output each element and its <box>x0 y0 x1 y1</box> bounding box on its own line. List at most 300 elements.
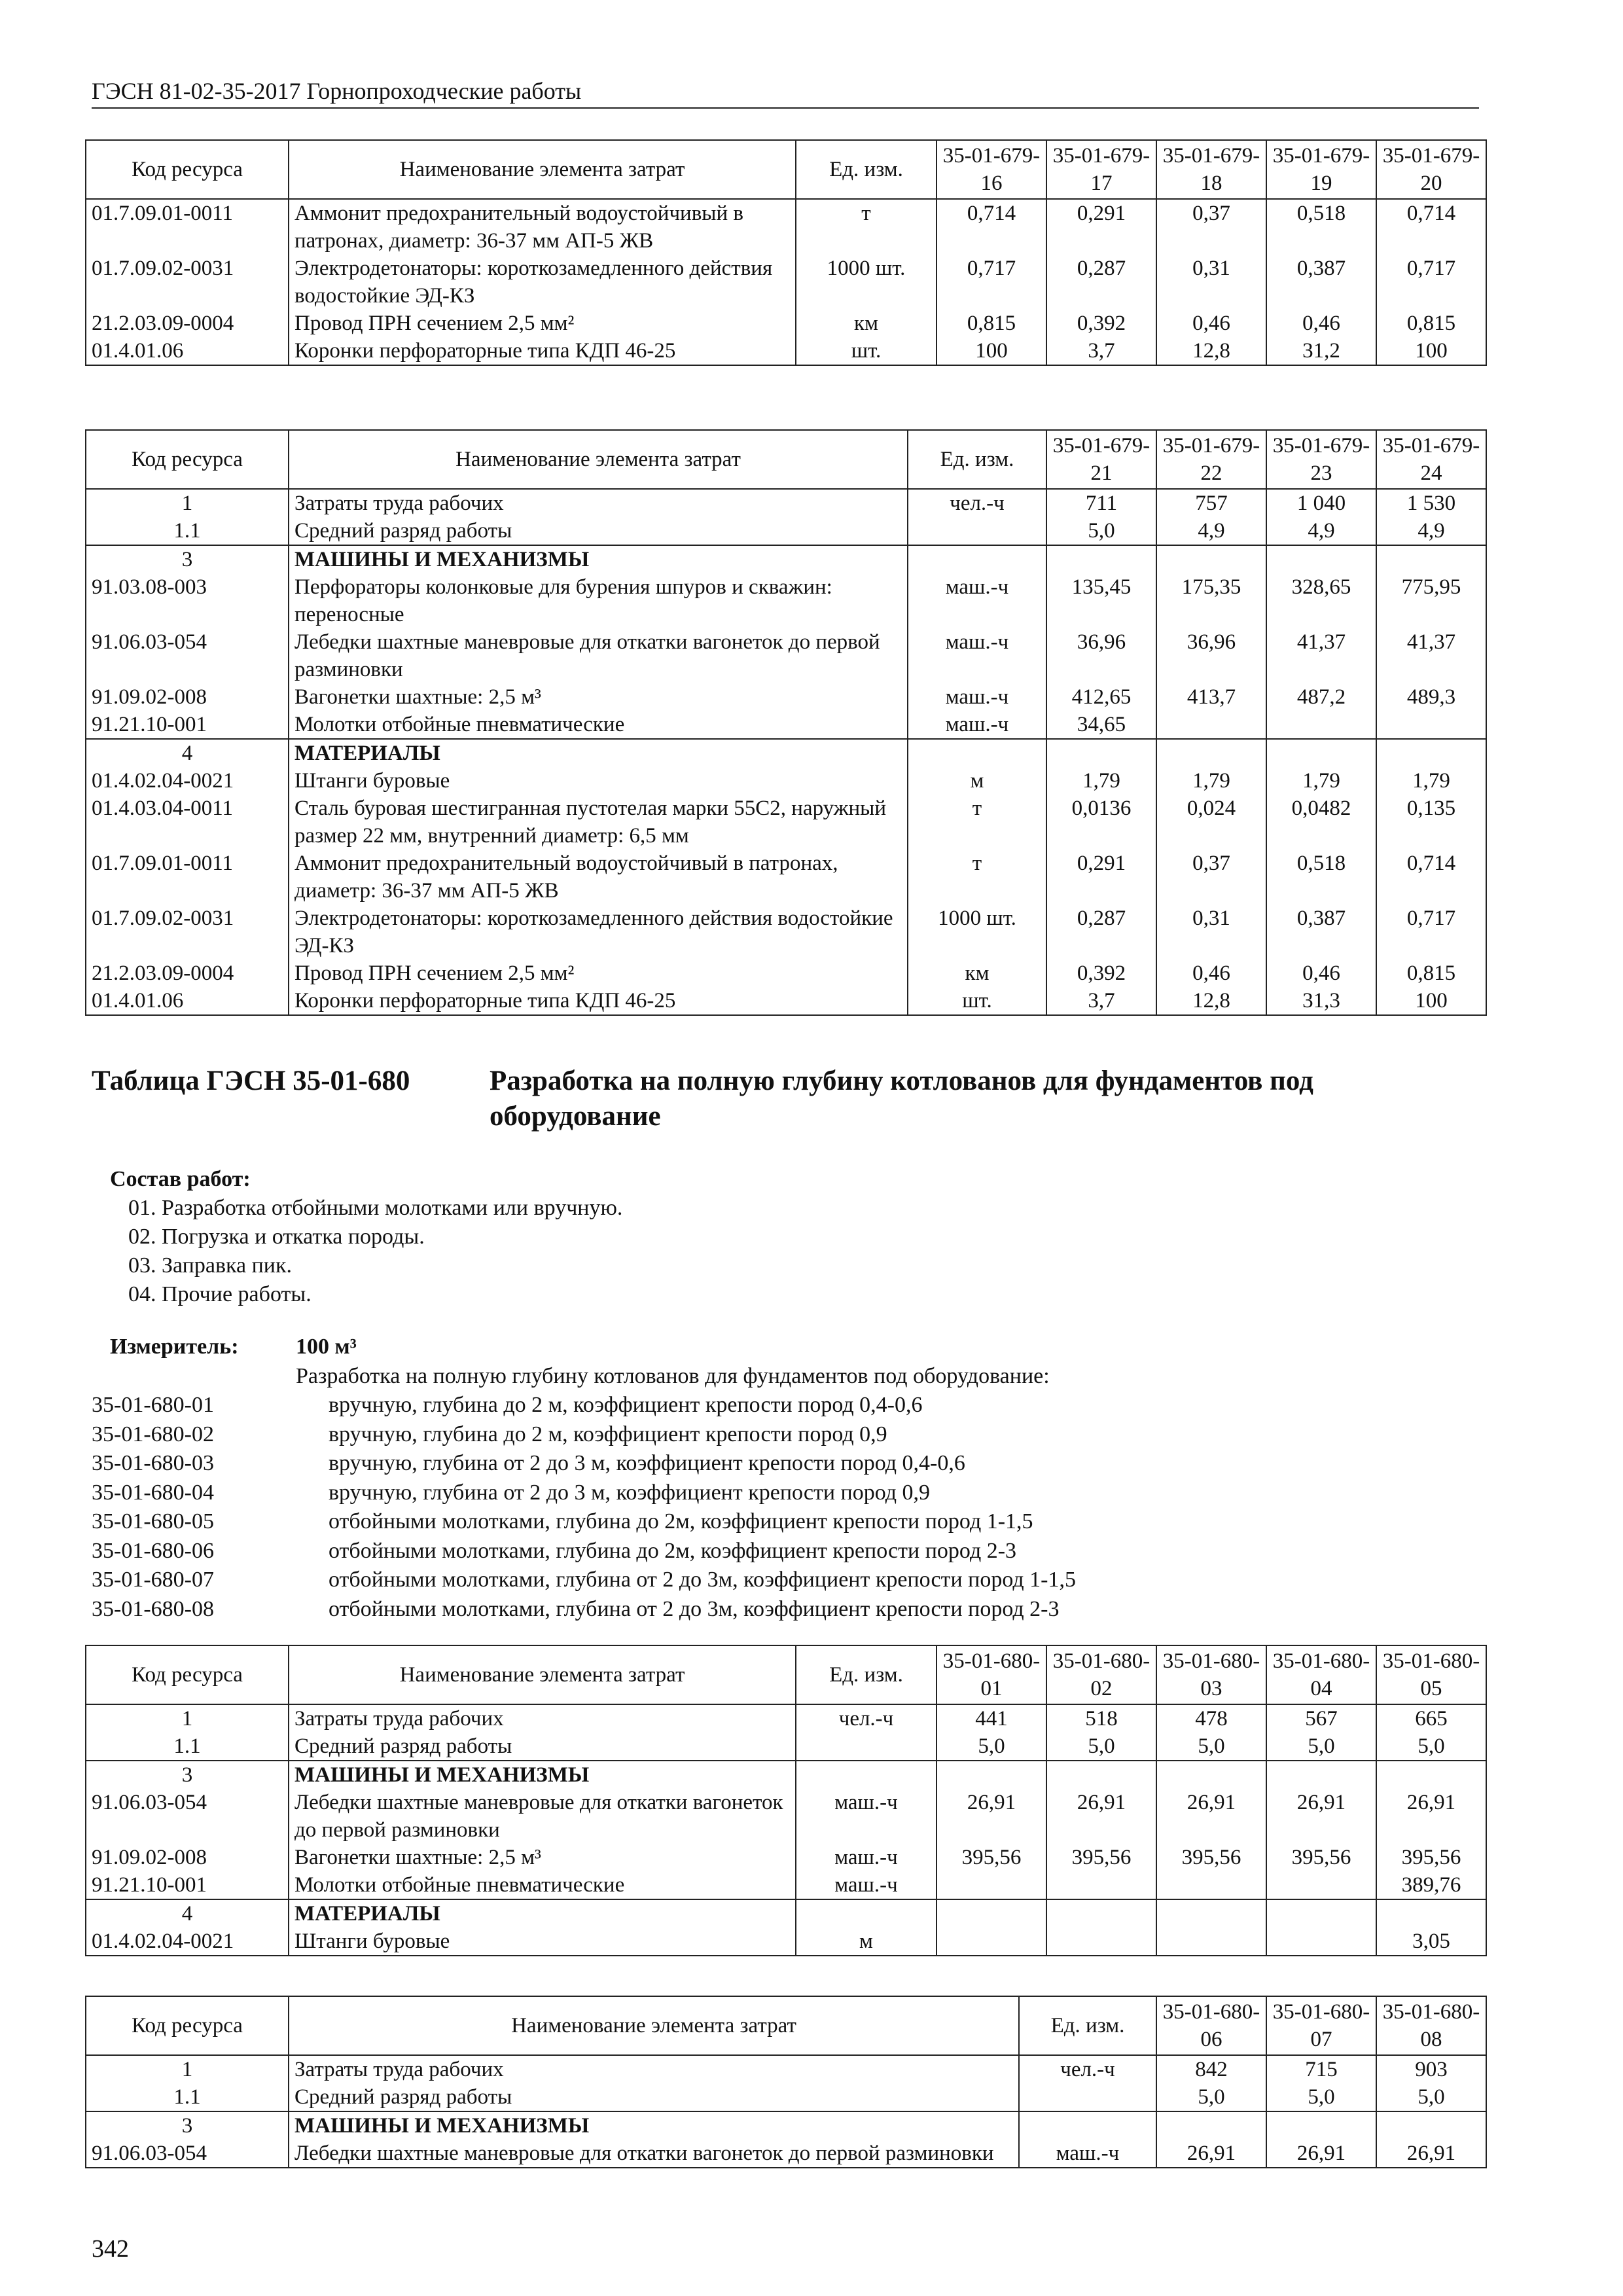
measure-label: Измеритель: <box>110 1335 239 1359</box>
norm-value: 26,91 <box>1266 2140 1376 2168</box>
norm-value: 41,37 <box>1376 628 1486 683</box>
norm-value <box>1376 1899 1486 1928</box>
column-header: Наименование элемента затрат <box>289 1996 1019 2055</box>
column-header: Код ресурса <box>86 1996 289 2055</box>
norm-code-header: 35-01-679-24 <box>1376 430 1486 489</box>
norm-value <box>1376 739 1486 767</box>
table-row <box>86 1789 1486 1844</box>
column-header: Наименование элемента затрат <box>289 140 796 199</box>
norm-code-header: 35-01-680-07 <box>1266 1996 1376 2055</box>
measure-item <box>92 1391 1479 1420</box>
cost-element-name: Электродетонаторы: короткозамедленного действия водостойкие ЭД-КЗ <box>289 905 908 960</box>
norm-code-header: 35-01-679-16 <box>936 140 1046 199</box>
cost-element-name: Электродетонаторы: короткозамедленного действия водостойкие ЭД-КЗ <box>289 255 796 310</box>
norm-value: 3,05 <box>1376 1928 1486 1956</box>
norm-value: 5,0 <box>1156 1732 1266 1761</box>
resource-code: 91.06.03-054 <box>86 2140 289 2168</box>
norm-value: 395,56 <box>1266 1844 1376 1871</box>
norm-description: отбойными молотками, глубина от 2 до 3м, коэффициент крепости пород 2-3 <box>329 1596 1060 1621</box>
column-header: Ед. изм. <box>796 140 936 199</box>
norm-value: 903 <box>1376 2055 1486 2083</box>
cost-element-name: Аммонит предохранительный водоустойчивый в патронах, диаметр: 36-37 мм АП-5 ЖВ <box>289 850 908 905</box>
norm-value: 395,56 <box>936 1844 1046 1871</box>
norm-value: 0,717 <box>1376 905 1486 960</box>
resource-code: 01.7.09.01-0011 <box>86 850 289 905</box>
norm-value: 711 <box>1046 489 1156 517</box>
cost-element-name: Штанги буровые <box>289 1928 796 1956</box>
cost-element-name: МАТЕРИАЛЫ <box>289 1899 796 1928</box>
cost-element-name: Сталь буровая шестигранная пустотелая марки 55С2, наружный размер 22 мм, внутренний диаметр: 6,5 мм <box>289 795 908 850</box>
norm-value: 0,815 <box>1376 310 1486 337</box>
resource-table-679-16-20 <box>85 139 1487 366</box>
work-operation-item: 02. Погрузка и откатка породы. <box>128 1225 425 1249</box>
resource-code: 4 <box>86 1899 289 1928</box>
norm-value: 100 <box>1376 337 1486 365</box>
norm-value: 5,0 <box>1376 2083 1486 2111</box>
norm-value: 26,91 <box>1376 1789 1486 1844</box>
unit-of-measure: км <box>908 960 1046 987</box>
norm-value <box>1156 1899 1266 1928</box>
table-row <box>86 1899 1486 1928</box>
unit-of-measure: маш.-ч <box>908 628 1046 683</box>
table-row <box>86 850 1486 905</box>
resource-code: 1 <box>86 2055 289 2083</box>
norm-value: 0,717 <box>1376 255 1486 310</box>
cost-element-name: Коронки перфораторные типа КДП 46-25 <box>289 337 796 365</box>
unit-of-measure: 1000 шт. <box>908 905 1046 960</box>
norm-value: 0,717 <box>936 255 1046 310</box>
unit-of-measure: маш.-ч <box>908 683 1046 711</box>
table-row <box>86 1871 1486 1899</box>
resource-code: 01.4.02.04-0021 <box>86 1928 289 1956</box>
norm-value: 1,79 <box>1376 767 1486 795</box>
norm-value: 413,7 <box>1156 683 1266 711</box>
table-number: Таблица ГЭСН 35-01-680 <box>92 1066 410 1096</box>
norm-value: 478 <box>1156 1704 1266 1732</box>
page-number: 342 <box>92 2235 129 2263</box>
norm-value <box>1046 1871 1156 1899</box>
norm-value: 0,024 <box>1156 795 1266 850</box>
resource-table-680-01-05 <box>85 1645 1487 1956</box>
column-header: Код ресурса <box>86 1645 289 1704</box>
norm-value: 0,135 <box>1376 795 1486 850</box>
norm-value: 100 <box>936 337 1046 365</box>
table-row <box>86 767 1486 795</box>
resource-code: 1.1 <box>86 2083 289 2111</box>
measure-item <box>92 1566 1479 1595</box>
norm-value: 0,518 <box>1266 850 1376 905</box>
norm-value: 0,714 <box>1376 850 1486 905</box>
norm-value: 5,0 <box>1266 2083 1376 2111</box>
table-row <box>86 2111 1486 2140</box>
norm-value: 0,291 <box>1046 850 1156 905</box>
cost-element-name: Средний разряд работы <box>289 1732 796 1761</box>
resource-code: 91.09.02-008 <box>86 683 289 711</box>
unit-of-measure <box>796 1732 936 1761</box>
cost-element-name: Провод ПРН сечением 2,5 мм² <box>289 310 796 337</box>
norm-value: 0,815 <box>936 310 1046 337</box>
measure-unit: 100 м³ <box>296 1335 357 1359</box>
norm-value: 26,91 <box>1266 1789 1376 1844</box>
table-row <box>86 1844 1486 1871</box>
norm-value <box>1046 1899 1156 1928</box>
norm-value: 0,518 <box>1266 199 1376 255</box>
table-row <box>86 795 1486 850</box>
table-row <box>86 987 1486 1015</box>
norm-value <box>1266 1899 1376 1928</box>
measure-unit-row <box>92 1333 1479 1362</box>
norm-value: 0,31 <box>1156 255 1266 310</box>
norm-value: 0,46 <box>1266 960 1376 987</box>
unit-of-measure: т <box>908 795 1046 850</box>
work-operation-item: 03. Заправка пик. <box>128 1253 293 1278</box>
column-header: Ед. изм. <box>908 430 1046 489</box>
cost-element-name: Затраты труда рабочих <box>289 2055 1019 2083</box>
resource-code: 01.4.02.04-0021 <box>86 767 289 795</box>
norm-value: 757 <box>1156 489 1266 517</box>
norm-value <box>1266 711 1376 739</box>
norm-value <box>1376 2111 1486 2140</box>
norm-value: 4,9 <box>1156 517 1266 545</box>
table-row <box>86 739 1486 767</box>
norm-value: 36,96 <box>1156 628 1266 683</box>
cost-element-name: Лебедки шахтные маневровые для откатки вагонеток до первой разминовки <box>289 2140 1019 2168</box>
cost-element-name: МАТЕРИАЛЫ <box>289 739 908 767</box>
norm-value: 0,291 <box>1046 199 1156 255</box>
cost-element-name: Провод ПРН сечением 2,5 мм² <box>289 960 908 987</box>
norm-value: 0,46 <box>1266 310 1376 337</box>
measure-item <box>92 1507 1479 1537</box>
resource-code: 01.7.09.02-0031 <box>86 255 289 310</box>
unit-of-measure: маш.-ч <box>796 1789 936 1844</box>
norm-value <box>1046 1761 1156 1789</box>
resource-code: 1.1 <box>86 1732 289 1761</box>
measure-item <box>92 1595 1479 1624</box>
norm-code-header: 35-01-679-22 <box>1156 430 1266 489</box>
norm-value: 26,91 <box>1156 2140 1266 2168</box>
norm-value: 3,7 <box>1046 987 1156 1015</box>
norm-code-header: 35-01-679-23 <box>1266 430 1376 489</box>
table-body <box>86 199 1486 365</box>
unit-of-measure: шт. <box>908 987 1046 1015</box>
norm-code: 35-01-680-01 <box>92 1393 214 1417</box>
cost-element-name: МАШИНЫ И МЕХАНИЗМЫ <box>289 1761 796 1789</box>
cost-element-name: Вагонетки шахтные: 2,5 м³ <box>289 1844 796 1871</box>
norm-description: отбойными молотками, глубина от 2 до 3м, коэффициент крепости пород 1-1,5 <box>329 1568 1076 1592</box>
norm-code-header: 35-01-679-18 <box>1156 140 1266 199</box>
resource-code: 1 <box>86 489 289 517</box>
norm-code-header: 35-01-679-21 <box>1046 430 1156 489</box>
norm-value <box>936 1928 1046 1956</box>
work-operation-item: 01. Разработка отбойными молотками или вручную. <box>128 1196 623 1220</box>
cost-element-name: Лебедки шахтные маневровые для откатки вагонеток до первой разминовки <box>289 628 908 683</box>
norm-value <box>936 1761 1046 1789</box>
unit-of-measure: маш.-ч <box>908 711 1046 739</box>
norm-code-header: 35-01-680-06 <box>1156 1996 1266 2055</box>
unit-of-measure <box>796 1761 936 1789</box>
cost-element-name: Вагонетки шахтные: 2,5 м³ <box>289 683 908 711</box>
resource-code: 3 <box>86 2111 289 2140</box>
norm-value: 5,0 <box>936 1732 1046 1761</box>
norm-value: 0,387 <box>1266 255 1376 310</box>
norm-value: 328,65 <box>1266 573 1376 628</box>
norm-value: 26,91 <box>1156 1789 1266 1844</box>
unit-of-measure: маш.-ч <box>908 573 1046 628</box>
norm-code: 35-01-680-07 <box>92 1568 214 1592</box>
norm-value: 5,0 <box>1266 1732 1376 1761</box>
column-header: Ед. изм. <box>796 1645 936 1704</box>
resource-code: 01.4.01.06 <box>86 337 289 365</box>
cost-element-name: МАШИНЫ И МЕХАНИЗМЫ <box>289 545 908 573</box>
resource-code: 91.21.10-001 <box>86 1871 289 1899</box>
norm-value: 0,37 <box>1156 199 1266 255</box>
norm-value: 567 <box>1266 1704 1376 1732</box>
unit-of-measure: маш.-ч <box>1019 2140 1156 2168</box>
norm-code: 35-01-680-04 <box>92 1480 214 1505</box>
table-row <box>86 1704 1486 1732</box>
norm-code-header: 35-01-680-05 <box>1376 1645 1486 1704</box>
unit-of-measure <box>908 739 1046 767</box>
running-header: ГЭСН 81-02-35-2017 Горнопроходческие работы <box>92 77 1479 109</box>
norm-value: 175,35 <box>1156 573 1266 628</box>
unit-of-measure: м <box>908 767 1046 795</box>
unit-of-measure <box>908 545 1046 573</box>
table-row <box>86 2083 1486 2111</box>
norm-value: 1,79 <box>1266 767 1376 795</box>
norm-value <box>1266 2111 1376 2140</box>
measure-block <box>92 1333 1479 1624</box>
table-row <box>86 573 1486 628</box>
norm-code-header: 35-01-679-19 <box>1266 140 1376 199</box>
norm-value <box>1046 545 1156 573</box>
norm-value: 0,37 <box>1156 850 1266 905</box>
norm-code-header: 35-01-680-03 <box>1156 1645 1266 1704</box>
norm-value: 395,56 <box>1156 1844 1266 1871</box>
norm-code-header: 35-01-679-17 <box>1046 140 1156 199</box>
norm-value: 0,392 <box>1046 960 1156 987</box>
table-row <box>86 628 1486 683</box>
unit-of-measure: чел.-ч <box>1019 2055 1156 2083</box>
measure-intro: Разработка на полную глубину котлованов для фундаментов под оборудование: <box>296 1363 1050 1388</box>
unit-of-measure: 1000 шт. <box>796 255 936 310</box>
unit-of-measure: шт. <box>796 337 936 365</box>
unit-of-measure: маш.-ч <box>796 1844 936 1871</box>
norm-description: отбойными молотками, глубина до 2м, коэффициент крепости пород 2-3 <box>329 1538 1017 1563</box>
norm-value: 26,91 <box>1046 1789 1156 1844</box>
column-header: Ед. изм. <box>1019 1996 1156 2055</box>
cost-element-name: Штанги буровые <box>289 767 908 795</box>
norm-value: 5,0 <box>1046 1732 1156 1761</box>
norm-value <box>1376 711 1486 739</box>
table-body <box>86 1704 1486 1956</box>
table-row <box>86 1928 1486 1956</box>
norm-value <box>1266 1928 1376 1956</box>
norm-code-header: 35-01-680-02 <box>1046 1645 1156 1704</box>
measure-item <box>92 1479 1479 1508</box>
norm-value: 26,91 <box>1376 2140 1486 2168</box>
unit-of-measure: т <box>908 850 1046 905</box>
resource-code: 3 <box>86 545 289 573</box>
norm-value: 26,91 <box>936 1789 1046 1844</box>
resource-code: 01.4.01.06 <box>86 987 289 1015</box>
measure-item <box>92 1420 1479 1450</box>
table-row <box>86 960 1486 987</box>
resource-code: 1 <box>86 1704 289 1732</box>
resource-code: 01.4.03.04-0011 <box>86 795 289 850</box>
norm-value <box>1156 1761 1266 1789</box>
norm-description: вручную, глубина до 2 м, коэффициент крепости пород 0,4-0,6 <box>329 1393 923 1417</box>
resource-code: 01.7.09.02-0031 <box>86 905 289 960</box>
resource-code: 91.03.08-003 <box>86 573 289 628</box>
norm-value <box>1046 739 1156 767</box>
norm-value: 31,3 <box>1266 987 1376 1015</box>
norm-value: 0,392 <box>1046 310 1156 337</box>
norm-description: вручную, глубина от 2 до 3 м, коэффициент крепости пород 0,4-0,6 <box>329 1451 965 1475</box>
cost-element-name: МАШИНЫ И МЕХАНИЗМЫ <box>289 2111 1019 2140</box>
table-row <box>86 905 1486 960</box>
norm-value <box>1156 1871 1266 1899</box>
norm-value: 0,46 <box>1156 310 1266 337</box>
norm-code-header: 35-01-680-08 <box>1376 1996 1486 2055</box>
norm-value <box>1046 1928 1156 1956</box>
cost-element-name: Аммонит предохранительный водоустойчивый в патронах, диаметр: 36-37 мм АП-5 ЖВ <box>289 199 796 255</box>
cost-element-name: Средний разряд работы <box>289 2083 1019 2111</box>
norm-value: 135,45 <box>1046 573 1156 628</box>
resource-table-680-06-08 <box>85 1996 1487 2168</box>
resource-code: 91.09.02-008 <box>86 1844 289 1871</box>
table-row <box>86 545 1486 573</box>
norm-value: 41,37 <box>1266 628 1376 683</box>
resource-code: 4 <box>86 739 289 767</box>
norm-code-header: 35-01-680-04 <box>1266 1645 1376 1704</box>
resource-code: 3 <box>86 1761 289 1789</box>
norm-value <box>936 1899 1046 1928</box>
table-row <box>86 199 1486 255</box>
resource-code: 1.1 <box>86 517 289 545</box>
norm-value: 0,815 <box>1376 960 1486 987</box>
norm-value: 5,0 <box>1046 517 1156 545</box>
norm-value: 1 530 <box>1376 489 1486 517</box>
norm-value: 487,2 <box>1266 683 1376 711</box>
measure-item <box>92 1449 1479 1479</box>
table-header-row <box>86 140 1486 199</box>
norm-value: 12,8 <box>1156 337 1266 365</box>
unit-of-measure: чел.-ч <box>908 489 1046 517</box>
unit-of-measure: км <box>796 310 936 337</box>
table-row <box>86 310 1486 337</box>
norm-value <box>1376 545 1486 573</box>
norm-value: 4,9 <box>1376 517 1486 545</box>
norm-value: 715 <box>1266 2055 1376 2083</box>
norm-code: 35-01-680-08 <box>92 1596 214 1621</box>
table-title: Разработка на полную глубину котлованов для фундаментов под оборудование <box>490 1066 1313 1132</box>
norm-value: 0,287 <box>1046 905 1156 960</box>
norm-description: вручную, глубина до 2 м, коэффициент крепости пород 0,9 <box>329 1422 887 1446</box>
cost-element-name: Средний разряд работы <box>289 517 908 545</box>
column-header: Наименование элемента затрат <box>289 430 908 489</box>
work-operations-list <box>110 1194 622 1309</box>
norm-value: 34,65 <box>1046 711 1156 739</box>
table-row <box>86 711 1486 739</box>
norm-value: 0,387 <box>1266 905 1376 960</box>
cost-element-name: Затраты труда рабочих <box>289 1704 796 1732</box>
unit-of-measure <box>796 1899 936 1928</box>
table-row <box>86 337 1486 365</box>
norm-value <box>1266 739 1376 767</box>
norm-value: 412,65 <box>1046 683 1156 711</box>
unit-of-measure: м <box>796 1928 936 1956</box>
norm-value <box>1266 1871 1376 1899</box>
cost-element-name: Молотки отбойные пневматические <box>289 711 908 739</box>
norm-value: 775,95 <box>1376 573 1486 628</box>
norm-value: 518 <box>1046 1704 1156 1732</box>
norm-value: 12,8 <box>1156 987 1266 1015</box>
table-row <box>86 1732 1486 1761</box>
norm-description: вручную, глубина от 2 до 3 м, коэффициент крепости пород 0,9 <box>329 1480 931 1505</box>
norm-value <box>936 1871 1046 1899</box>
table-body <box>86 2055 1486 2168</box>
norm-value: 100 <box>1376 987 1486 1015</box>
norm-value <box>1266 545 1376 573</box>
unit-of-measure <box>1019 2111 1156 2140</box>
table-body <box>86 489 1486 1015</box>
cost-element-name: Перфораторы колонковые для бурения шпуров и скважин: переносные <box>289 573 908 628</box>
norm-value: 389,76 <box>1376 1871 1486 1899</box>
cost-element-name: Лебедки шахтные маневровые для откатки вагонеток до первой разминовки <box>289 1789 796 1844</box>
work-composition <box>110 1165 622 1309</box>
norm-value: 0,0136 <box>1046 795 1156 850</box>
norm-value: 0,31 <box>1156 905 1266 960</box>
norm-value <box>1156 711 1266 739</box>
norm-value: 489,3 <box>1376 683 1486 711</box>
table-row <box>86 255 1486 310</box>
column-header: Код ресурса <box>86 140 289 199</box>
norm-value: 1 040 <box>1266 489 1376 517</box>
norm-value <box>1376 1761 1486 1789</box>
norm-value <box>1156 1928 1266 1956</box>
resource-table-679-21-24 <box>85 429 1487 1016</box>
work-composition-heading: Состав работ: <box>110 1167 251 1191</box>
norm-code: 35-01-680-02 <box>92 1422 214 1446</box>
norm-value: 5,0 <box>1376 1732 1486 1761</box>
norm-value: 1,79 <box>1046 767 1156 795</box>
norm-value: 395,56 <box>1046 1844 1156 1871</box>
norm-value <box>1266 1761 1376 1789</box>
norm-code: 35-01-680-03 <box>92 1451 214 1475</box>
cost-element-name: Молотки отбойные пневматические <box>289 1871 796 1899</box>
norm-value: 5,0 <box>1156 2083 1266 2111</box>
unit-of-measure <box>1019 2083 1156 2111</box>
norm-value: 0,0482 <box>1266 795 1376 850</box>
norm-code: 35-01-680-06 <box>92 1538 214 1563</box>
unit-of-measure: маш.-ч <box>796 1871 936 1899</box>
norm-value: 0,714 <box>936 199 1046 255</box>
work-operation-item: 04. Прочие работы. <box>128 1282 312 1306</box>
table-row <box>86 2140 1486 2168</box>
column-header: Код ресурса <box>86 430 289 489</box>
norm-value: 0,714 <box>1376 199 1486 255</box>
resource-code: 01.7.09.01-0011 <box>86 199 289 255</box>
norm-value: 842 <box>1156 2055 1266 2083</box>
resource-code: 21.2.03.09-0004 <box>86 960 289 987</box>
norm-code-header: 35-01-680-01 <box>936 1645 1046 1704</box>
norm-value: 0,287 <box>1046 255 1156 310</box>
table-header-row <box>86 1645 1486 1704</box>
norm-value <box>1156 545 1266 573</box>
norm-value: 665 <box>1376 1704 1486 1732</box>
unit-of-measure: т <box>796 199 936 255</box>
norm-code: 35-01-680-05 <box>92 1509 214 1534</box>
